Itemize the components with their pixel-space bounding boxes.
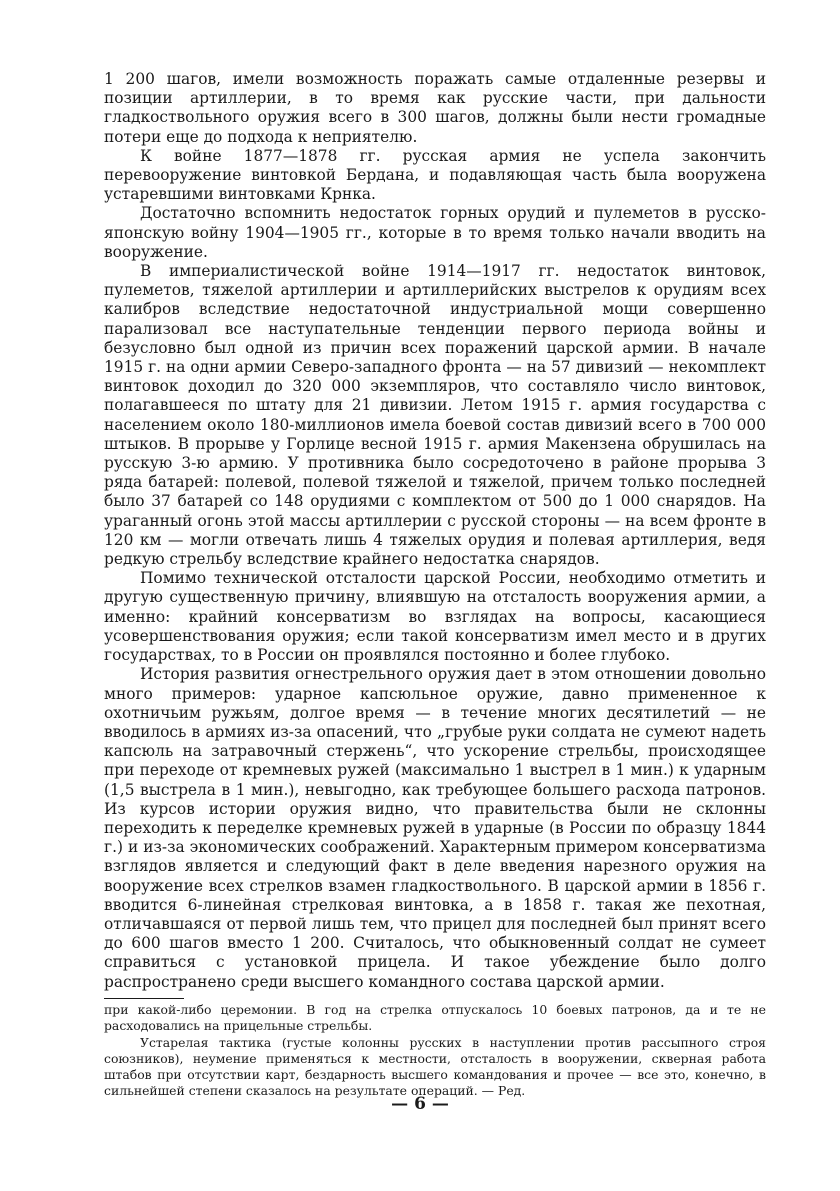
page-number: — 6 — [391, 1094, 449, 1114]
main-text [104, 70, 766, 992]
footnote-editor: Устарелая тактика (густые колонны русских в наступлении против рассыпного строя союзников), неумение применяться к местности, отсталость в вооружении, скверная работа штабов при отсутствии карт, бездарность высшего командования и прочее — все это, конечно, в сильнейшей степени сказалось на результате операций. — Ред. [104, 1034, 766, 1099]
paragraph-6: История развития огнестрельного оружия дает в этом отношении довольно много примеров: ударное капсюльное оружие, давно примененное к охотничьим ружьям, долгое время — в течение многих десятилетий — не вводилось в армиях из-за опасений, что „грубые руки солдата не сумеют надеть капсюль на затравочный стержень“, что ускорение стрельбы, происходящее при переходе от кремневых ружей (максимально 1 выстрел в 1 мин.) к ударным (1,5 выстрела в 1 мин.), невыгодно, как требующее большего расхода патронов. Из курсов истории оружия видно, что правительства были не склонны переходить к переделке кремневых ружей в ударные (в России по образцу 1844 г.) и из-за экономических соображений. Характерным примером консерватизма взглядов является и следующий факт в деле введения нарезного оружия на вооружение всех стрелков взамен гладкоствольного. В царской армии в 1856 г. вводится 6-линейная стрелковая винтовка, а в 1858 г. такая же пехотная, отличавшаяся от первой лишь тем, что прицел для последней был принят всего до 600 шагов вместо 1 200. Считалось, что обыкновенный солдат не сумеет справиться с установкой прицела. И такое убеждение было долго распространено среди высшего командного состава царской армии. [104, 665, 766, 991]
paragraph-3: Достаточно вспомнить недостаток горных орудий и пулеметов в русско-японскую войну 1904—1905 гг., которые в то время только начали вводить на вооружение. [104, 204, 766, 261]
paragraph-4: В империалистической войне 1914—1917 гг. недостаток винтовок, пулеметов, тяжелой артиллерии и артиллерийских выстрелов к орудиям всех калибров вследствие недостаточной индустриальной мощи совершенно парализовал все наступательные тенденции первого периода войны и безусловно был одной из причин всех поражений царской армии. В начале 1915 г. на одни армии Северо-западного фронта — на 57 дивизий — некомплект винтовок доходил до 320 000 экземпляров, что составляло число винтовок, полагавшееся по штату для 21 дивизии. Летом 1915 г. армия государства с населением около 180-миллионов имела боевой состав дивизий всего в 700 000 штыков. В прорыве у Горлице весной 1915 г. армия Макензена обрушилась на русскую 3-ю армию. У противника было сосредоточено в районе прорыва 3 ряда батарей: полевой, полевой тяжелой и тяжелой, причем только последней было 37 батарей со 148 орудиями с комплектом от 500 до 1 000 снарядов. На ураганный огонь этой массы артиллерии с русской стороны — на всем фронте в 120 км — могли отвечать лишь 4 тяжелых орудия и полевая артиллерия, ведя редкую стрельбу вследствие крайнего недостатка снарядов. [104, 262, 766, 569]
footnote-continued: при какой-либо церемонии. В год на стрелка отпускалось 10 боевых патронов, да и те не расходовались на прицельные стрельбы. [104, 1002, 766, 1034]
footnotes [104, 998, 766, 1100]
footnote-divider [104, 998, 184, 999]
paragraph-1: 1 200 шагов, имели возможность поражать самые отдаленные резервы и позиции артиллерии, в то время как русские части, при дальности гладкоствольного оружия всего в 300 шагов, должны были нести громадные потери еще до подхода к неприятелю. [104, 70, 766, 146]
paragraph-5: Помимо технической отсталости царской России, необходимо отметить и другую существенную причину, влиявшую на отсталость вооружения армии, а именно: крайний консерватизм во взглядах на вопросы, касающиеся усовершенствования оружия; если такой консерватизм имел место и в других государствах, то в России он проявлялся постоянно и более глубоко. [104, 569, 766, 665]
paragraph-2: К войне 1877—1878 гг. русская армия не успела закончить перевооружение винтовкой Бердана, и подавляющая часть была вооружена устаревшими винтовками Крнка. [104, 146, 766, 204]
